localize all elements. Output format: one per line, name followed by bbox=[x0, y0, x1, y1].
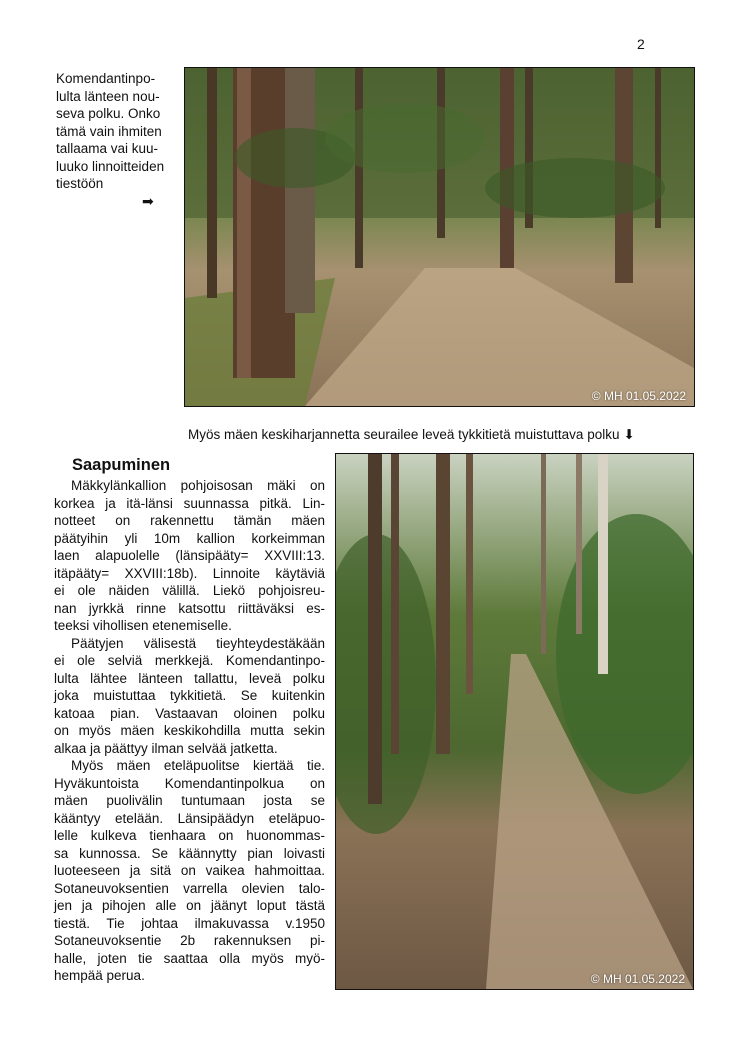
body-text-line: ei ole selviä merkkejä. Komendantinpo- bbox=[54, 653, 325, 668]
body-text-line: hempää perua. bbox=[54, 968, 145, 983]
body-text-line: mäen puolivälin tuntumaan josta se bbox=[54, 793, 325, 808]
forest-path-image bbox=[185, 68, 694, 406]
side-note-line: luuko linnoitteiden bbox=[56, 158, 165, 174]
body-text-line: sa kunnossa. Se käännytty pian loivasti bbox=[54, 845, 325, 861]
page-number: 2 bbox=[637, 36, 645, 52]
arrow-right-icon: ➡ bbox=[142, 193, 154, 209]
body-text-line: kääntyy etelään. Länsipäädyn eteläpuo- bbox=[54, 810, 325, 826]
side-note-line: lulta länteen nou- bbox=[56, 88, 160, 104]
body-text-line: luoteeseen ja sitä on vaikea hahmoittaa. bbox=[54, 863, 325, 878]
body-text-line: Mäkkylänkallion pohjoisosan mäki on bbox=[71, 478, 325, 493]
photo-caption bbox=[188, 427, 635, 443]
body-text-line: Päätyjen välisestä tieyhteydestäkään bbox=[71, 635, 325, 651]
photo-credit: © MH 01.05.2022 bbox=[590, 972, 685, 986]
body-text-line: itäpääty= XXVIII:18b). Linnoite käytäviä bbox=[54, 565, 325, 581]
body-text-line: laen alapuolelle (länsipääty= XXVIII:13. bbox=[54, 548, 325, 563]
photo-credit: © MH 01.05.2022 bbox=[591, 389, 686, 403]
body-text-line: Sotaneuvoksentien varrella olevien talo- bbox=[54, 880, 325, 896]
side-note-line: tiestöön bbox=[56, 176, 104, 191]
body-text-line: teeksi vihollisen etenemiselle. bbox=[54, 618, 232, 633]
section-heading: Saapuminen bbox=[72, 456, 171, 474]
side-note bbox=[56, 70, 178, 193]
section-body bbox=[54, 477, 325, 985]
side-note-line: tämä vain ihmiten bbox=[56, 123, 162, 139]
caption-text: Myös mäen keskiharjannetta seurailee leveä tykkitietä muistuttava polku bbox=[188, 427, 620, 442]
arrow-down-icon: ⬇ bbox=[623, 427, 635, 442]
forest-photo-bottom bbox=[335, 453, 694, 990]
body-text-line: on myös mäen keskikohdilla mutta sekin bbox=[54, 723, 325, 738]
body-text-line: jen ja pihojen alle on jäänyt loput tästä bbox=[54, 898, 325, 913]
side-note-line: Komendantinpo- bbox=[56, 71, 156, 86]
side-note-line: seva polku. Onko bbox=[56, 106, 161, 121]
body-text-line: Hyväkuntoista Komendantinpolkua on bbox=[54, 775, 325, 791]
body-text-line: notteet on rakennettu tämän mäen bbox=[54, 513, 325, 528]
body-text-line: lulta lähtee länteen tallattu, leveä polku bbox=[54, 670, 325, 686]
body-text-line: ei ole näiden välillä. Liekö pohjoisreu- bbox=[54, 583, 325, 598]
body-text-line: päätyihin yli 10m kallion korkeimman bbox=[54, 530, 325, 546]
body-text-line: nan jyrkkä rinne katsottu riittäväksi es- bbox=[54, 600, 325, 616]
body-text-line: lelle kulkeva tienhaara on huonommas- bbox=[54, 828, 325, 843]
body-text-line: katoaa pian. Vastaavan oloinen polku bbox=[54, 705, 325, 721]
body-text-line: tiestä. Tie johtaa ilmakuvassa v.1950 bbox=[54, 915, 325, 931]
body-text-line: Myös mäen eteläpuolitse kiertää tie. bbox=[71, 758, 325, 773]
body-text-line: halle, joten tie saattaa olla myös myö- bbox=[54, 950, 325, 966]
forest-trail-image bbox=[336, 454, 693, 989]
body-text-line: alkaa ja päättyy ilman selvää jatketta. bbox=[54, 740, 278, 756]
forest-photo-top bbox=[184, 67, 695, 407]
body-text-line: joka muistuttaa tykkitietä. Se kuitenkin bbox=[54, 688, 325, 703]
side-note-line: tallaama vai kuu- bbox=[56, 141, 159, 156]
body-text-line: korkea ja itä-länsi suunnassa pitkä. Lin- bbox=[54, 495, 325, 511]
body-text-line: Sotaneuvoksentie 2b rakennuksen pi- bbox=[54, 933, 325, 948]
